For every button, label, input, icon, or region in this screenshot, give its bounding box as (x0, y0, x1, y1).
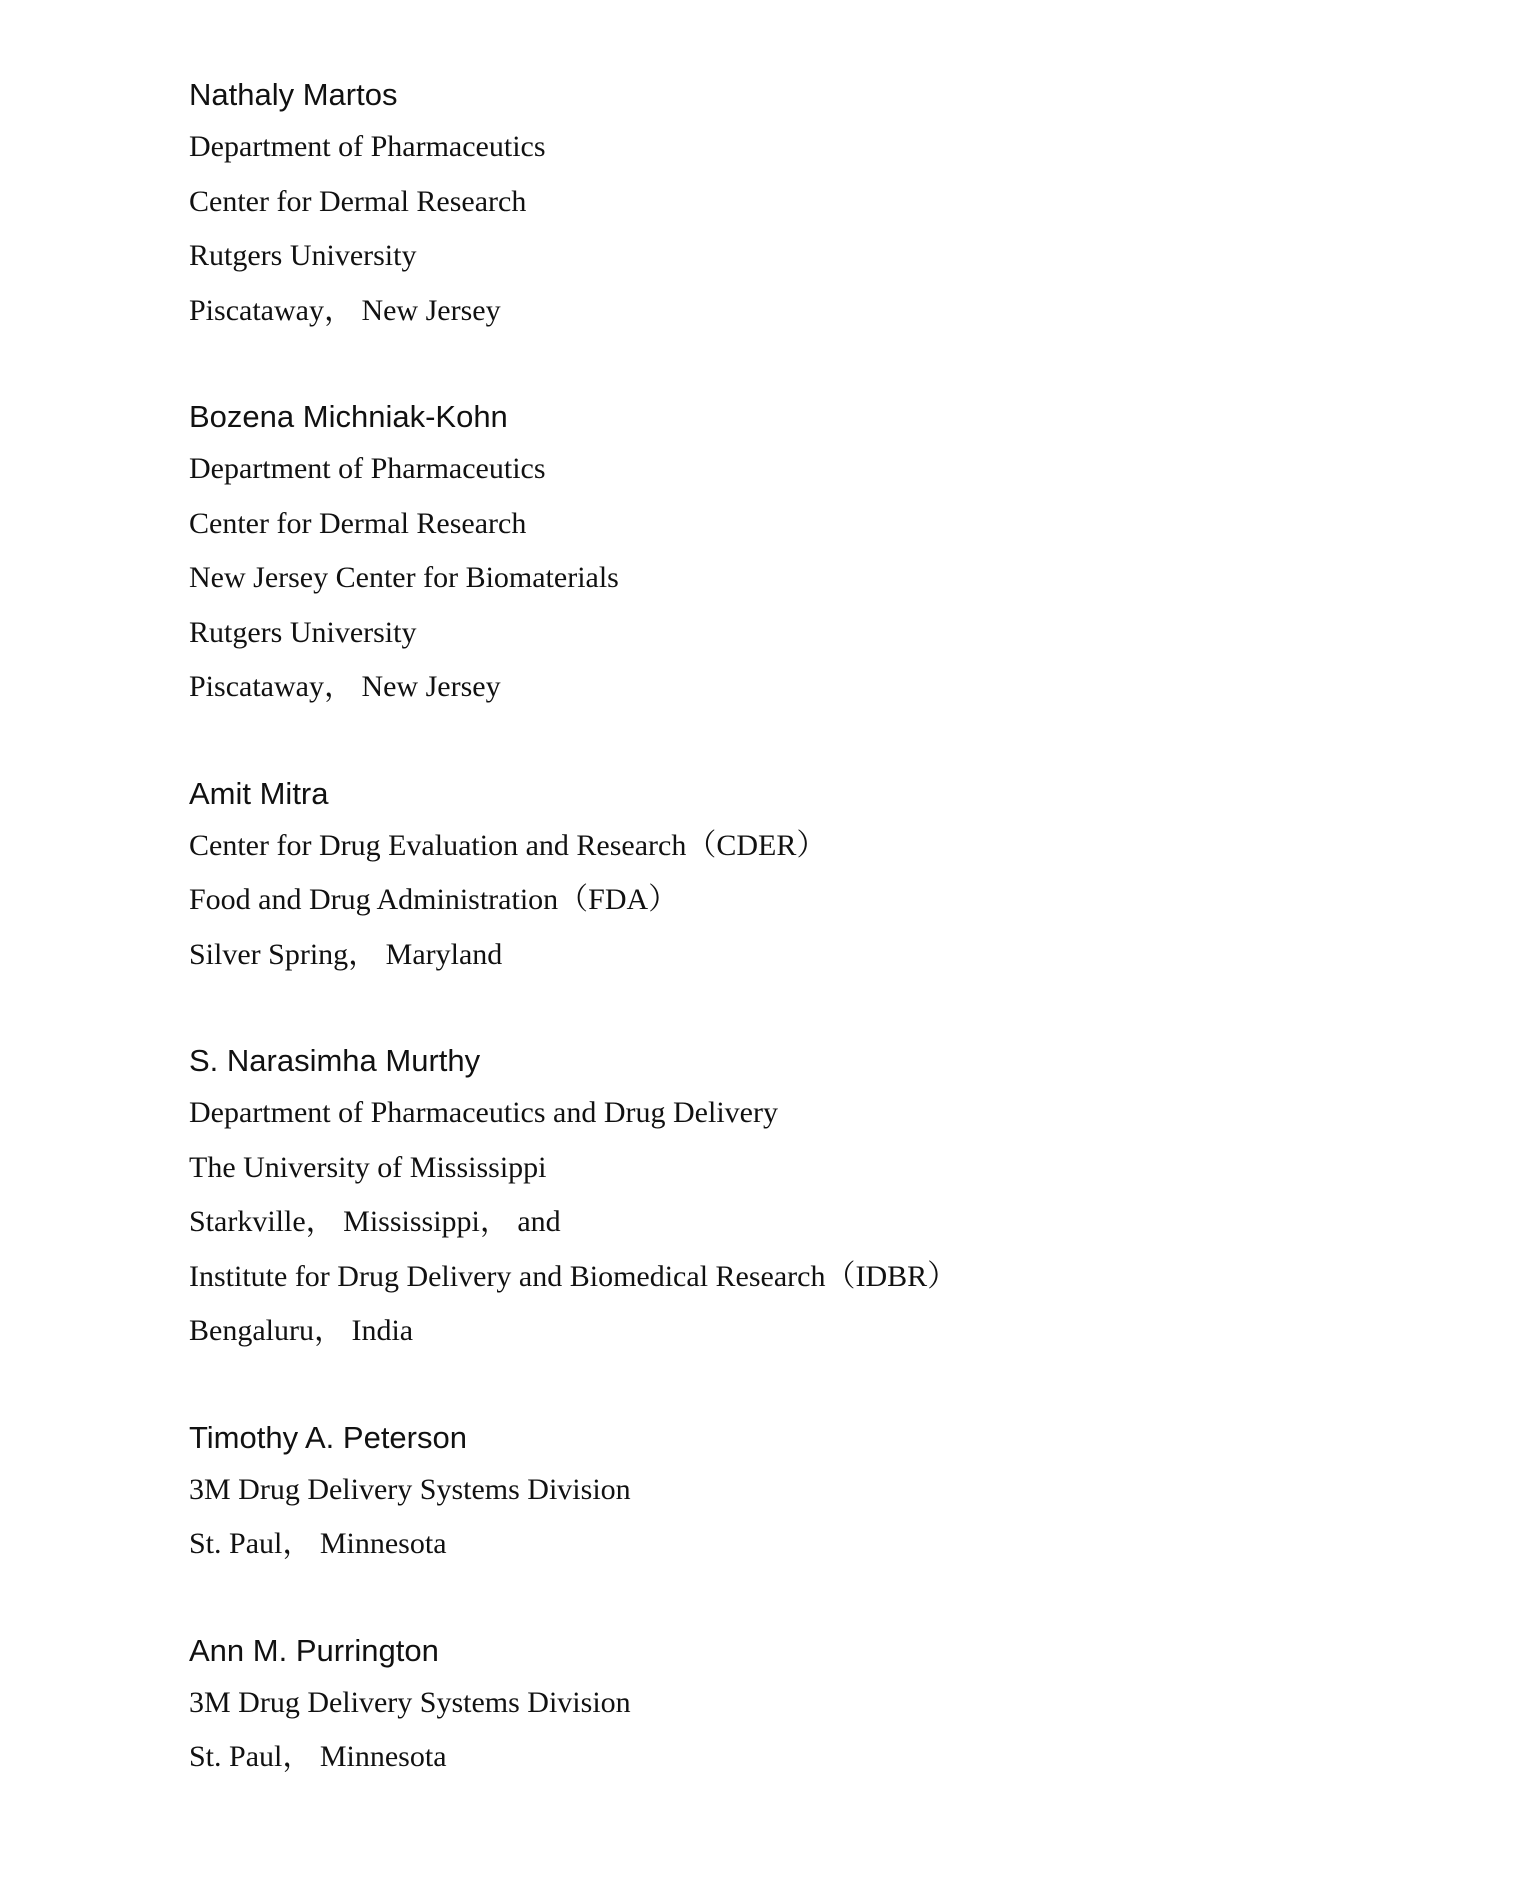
affiliation-line: Center for Dermal Research (189, 184, 527, 218)
affiliation-line: Institute for Drug Delivery and Biomedical Research（IDBR） (189, 1259, 958, 1293)
affiliation-location: Silver Spring， Maryland (189, 937, 503, 971)
contributor-entry (189, 1036, 1389, 1359)
contributor-entry (189, 392, 1389, 715)
affiliation-line: Food and Drug Administration（FDA） (189, 883, 679, 916)
contributor-name: Amit Mitra (189, 775, 329, 811)
affiliation-line: Rutgers University (189, 239, 417, 272)
affiliation-location: Starkville， Mississippi， and (189, 1205, 561, 1238)
affiliation-line: Center for Drug Evaluation and Research（CDER） (189, 828, 827, 862)
affiliation-location: St. Paul， Minnesota (189, 1527, 447, 1560)
affiliation-line: Department of Pharmaceutics (189, 452, 546, 485)
affiliation-location: Piscataway， New Jersey (189, 670, 501, 703)
contributors-list (189, 70, 1389, 1839)
contributor-name: Bozena Michniak-Kohn (189, 399, 508, 434)
contributor-name: Ann M. Purrington (189, 1632, 439, 1668)
contributor-name: S. Narasimha Murthy (189, 1043, 481, 1078)
affiliation-line: Department of Pharmaceutics (189, 130, 546, 163)
contributor-entry (189, 70, 1389, 338)
affiliation-line: Rutgers University (189, 615, 417, 649)
contributor-entry (189, 1626, 1389, 1785)
affiliation-line: 3M Drug Delivery Systems Division (189, 1685, 631, 1719)
affiliation-location: St. Paul， Minnesota (189, 1740, 447, 1773)
contributor-name: Timothy A. Peterson (189, 1419, 467, 1455)
affiliation-line: New Jersey Center for Biomaterials (189, 561, 619, 594)
contributor-entry (189, 769, 1389, 983)
affiliation-line: Center for Dermal Research (189, 506, 527, 540)
affiliation-location: Bengaluru， India (189, 1314, 414, 1347)
contributor-name: Nathaly Martos (189, 77, 398, 112)
affiliation-line: The University of Mississippi (189, 1150, 547, 1184)
contributor-entry (189, 1413, 1389, 1572)
affiliation-line: 3M Drug Delivery Systems Division (189, 1472, 631, 1506)
affiliation-location: Piscataway， New Jersey (189, 293, 501, 327)
affiliation-line: Department of Pharmaceutics and Drug Delivery (189, 1096, 778, 1129)
